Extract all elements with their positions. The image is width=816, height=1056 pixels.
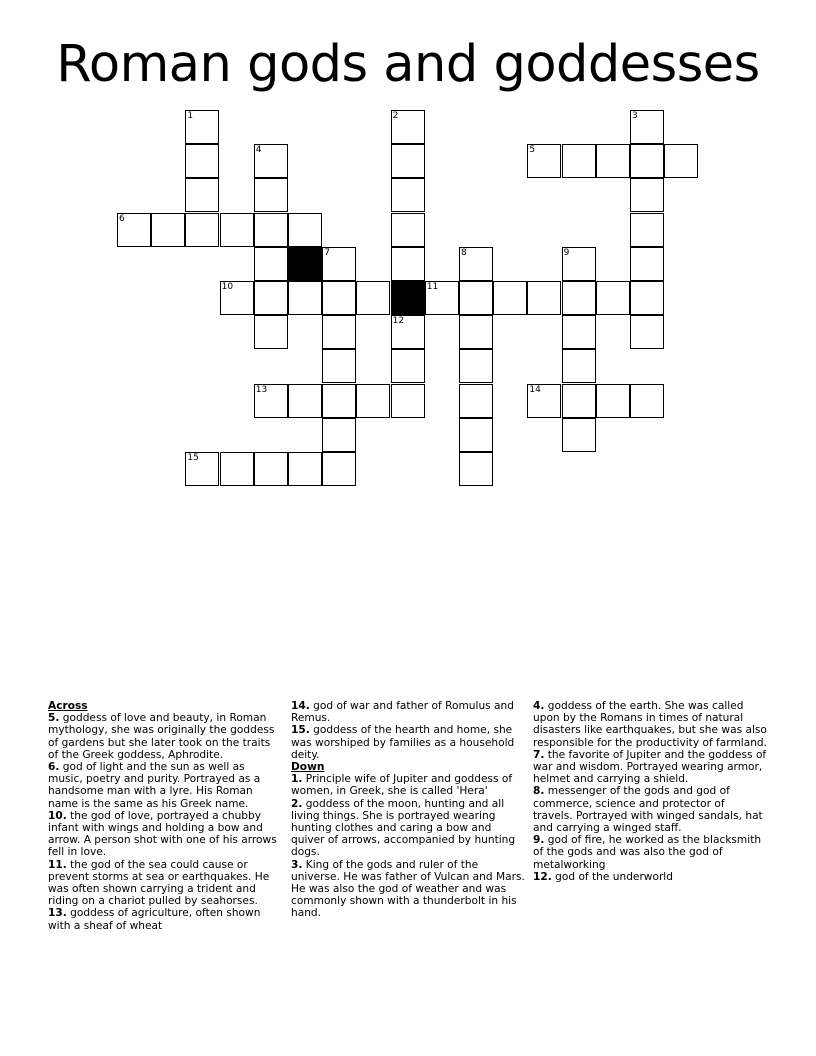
clue-number: 2 (392, 111, 399, 121)
crossword-cell[interactable] (391, 384, 425, 418)
crossword-cell[interactable] (459, 452, 493, 486)
crossword-cell[interactable] (425, 281, 459, 315)
crossword-cell[interactable] (356, 281, 390, 315)
clue-down-8: 8. messenger of the gods and god of commerce, science and protector of travels. Portrayed with winged sandals, hat and carrying a winged staff. (533, 785, 763, 835)
clue-number: 1 (187, 111, 194, 121)
crossword-cell[interactable] (391, 213, 425, 247)
clue-number: 3 (632, 111, 638, 121)
clue-number: 6 (119, 213, 125, 224)
clue-number: 15 (187, 453, 199, 463)
crossword-cell[interactable] (630, 315, 664, 349)
clue-number: 12 (392, 316, 405, 327)
crossword-cell[interactable] (459, 315, 493, 349)
crossword-cell[interactable] (562, 418, 596, 452)
clue-number: 4 (255, 145, 262, 156)
clue-column-1 (48, 700, 282, 932)
crossword-cell[interactable] (459, 281, 493, 315)
crossword-cell[interactable] (562, 247, 596, 281)
clue-down-3: 3. King of the gods and ruler of the universe. He was father of Vulcan and Mars. He was also the god of weather and was commonly shown with a thunderbolt in his hand. (291, 858, 525, 920)
crossword-cell[interactable] (459, 247, 493, 281)
crossword-cell[interactable] (322, 247, 356, 281)
crossword-cell[interactable] (527, 144, 561, 178)
crossword-cell[interactable] (254, 178, 288, 212)
clue-column-3 (533, 700, 767, 883)
crossword-cell[interactable] (220, 452, 254, 486)
crossword-cell[interactable] (254, 213, 288, 247)
crossword-cell[interactable] (527, 384, 561, 418)
clue-number: 8 (461, 247, 467, 258)
crossword-cell[interactable] (630, 384, 664, 418)
clue-number: 11 (426, 282, 439, 292)
crossword-cell[interactable] (322, 281, 356, 315)
crossword-cell[interactable] (596, 281, 630, 315)
crossword-cell[interactable] (254, 384, 288, 418)
clue-column-2 (291, 700, 525, 920)
crossword-cell[interactable] (562, 144, 596, 178)
crossword-cell[interactable] (630, 247, 664, 281)
crossword-cell[interactable] (288, 452, 322, 486)
crossword-cell[interactable] (185, 452, 219, 486)
crossword-cell[interactable] (322, 418, 356, 452)
clue-number: 7 (324, 247, 330, 258)
clue-across-14: 14. god of war and father of Romulus and Remus. (291, 700, 514, 725)
clue-number: 14 (529, 384, 541, 395)
crossword-cell[interactable] (220, 281, 254, 315)
clue-down-9: 9. god of fire, he worked as the blacksmith of the gods and was also the god of metalworking (533, 834, 762, 871)
clue-across-5: 5. goddess of love and beauty, in Roman mythology, she was originally the goddess of gardens but she later took on the traits of the Greek goddess, Aphrodite. (48, 712, 275, 761)
crossword-cell[interactable] (185, 213, 219, 247)
clue-number: 13 (255, 384, 268, 395)
clue-across-6: 6. god of light and the sun as well as music, poetry and purity. Portrayed as a handsome man with a lyre. His Roman name is the same as his Greek name. (48, 761, 261, 810)
crossword-black-cell (391, 281, 425, 315)
crossword-cell[interactable] (562, 384, 596, 418)
crossword-cell[interactable] (459, 418, 493, 452)
crossword-black-cell (288, 247, 322, 281)
crossword-cell[interactable] (288, 384, 322, 418)
clue-across-13: 13. goddess of agriculture, often shown with a sheaf of wheat (48, 907, 261, 932)
crossword-cell[interactable] (391, 178, 425, 212)
clue-down-7: 7. the favorite of Jupiter and the goddess of war and wisdom. Portrayed wearing armor, helmet and carrying a shield. (533, 748, 767, 786)
crossword-cell[interactable] (596, 384, 630, 418)
clue-number: 10 (221, 282, 234, 292)
crossword-cell[interactable] (630, 281, 664, 315)
crossword-cell[interactable] (630, 110, 664, 144)
crossword-cell[interactable] (322, 452, 356, 486)
crossword-cell[interactable] (117, 213, 151, 247)
crossword-grid (0, 0, 816, 500)
crossword-cell[interactable] (630, 144, 664, 178)
crossword-cell[interactable] (254, 315, 288, 349)
crossword-cell[interactable] (527, 281, 561, 315)
crossword-cell[interactable] (254, 144, 288, 178)
crossword-cell[interactable] (185, 110, 219, 144)
crossword-cell[interactable] (151, 213, 185, 247)
crossword-cell[interactable] (322, 349, 356, 383)
crossword-cell[interactable] (596, 144, 630, 178)
crossword-cell[interactable] (254, 281, 288, 315)
crossword-cell[interactable] (254, 247, 288, 281)
crossword-cell[interactable] (356, 384, 390, 418)
crossword-cell[interactable] (664, 144, 698, 178)
crossword-cell[interactable] (391, 315, 425, 349)
crossword-cell[interactable] (220, 213, 254, 247)
clue-down-1: 1. Principle wife of Jupiter and goddess of women, in Greek, she is called 'Hera' (291, 773, 513, 798)
crossword-cell[interactable] (630, 178, 664, 212)
crossword-cell[interactable] (391, 110, 425, 144)
clue-down-2: 2. goddess of the moon, hunting and all living things. She is portrayed wearing hunting clothes and caring a bow and quiver of arrows, accompanied by hunting dogs. (291, 797, 516, 859)
crossword-cell[interactable] (288, 281, 322, 315)
crossword-cell[interactable] (391, 144, 425, 178)
across-heading: Across (48, 700, 88, 712)
page-title: Roman gods and goddesses (56, 35, 760, 94)
crossword-cell[interactable] (562, 349, 596, 383)
crossword-cell[interactable] (630, 213, 664, 247)
crossword-cell[interactable] (322, 384, 356, 418)
clue-across-11: 11. the god of the sea could cause or prevent storms at sea or earthquakes. He was often shown carrying a trident and riding on a chariot pulled by seahorses. (48, 858, 270, 908)
crossword-cell[interactable] (459, 349, 493, 383)
crossword-cell[interactable] (185, 144, 219, 178)
clue-down-12: 12. god of the underworld (533, 870, 673, 883)
clue-across-10: 10. the god of love, portrayed a chubby infant with wings and holding a bow and arrow. A person shot with one of his arrows fell in love. (48, 809, 277, 859)
crossword-cell[interactable] (391, 247, 425, 281)
clue-number: 5 (529, 145, 536, 156)
crossword-cell[interactable] (185, 178, 219, 212)
crossword-cell[interactable] (322, 315, 356, 349)
crossword-cell[interactable] (562, 281, 596, 315)
clue-down-4: 4. goddess of the earth. She was called upon by the Romans in times of natural disasters like earthquakes, but she was also responsible for the productivity of farmland. (533, 700, 768, 749)
down-heading: Down (291, 761, 325, 774)
crossword-cell[interactable] (254, 452, 288, 486)
crossword-cell[interactable] (288, 213, 322, 247)
clue-across-15: 15. goddess of the hearth and home, she was worshiped by families as a household deity. (291, 724, 515, 761)
crossword-cell[interactable] (391, 349, 425, 383)
crossword-cell[interactable] (459, 384, 493, 418)
crossword-cell[interactable] (493, 281, 527, 315)
clue-number: 9 (563, 247, 570, 258)
crossword-cell[interactable] (562, 315, 596, 349)
